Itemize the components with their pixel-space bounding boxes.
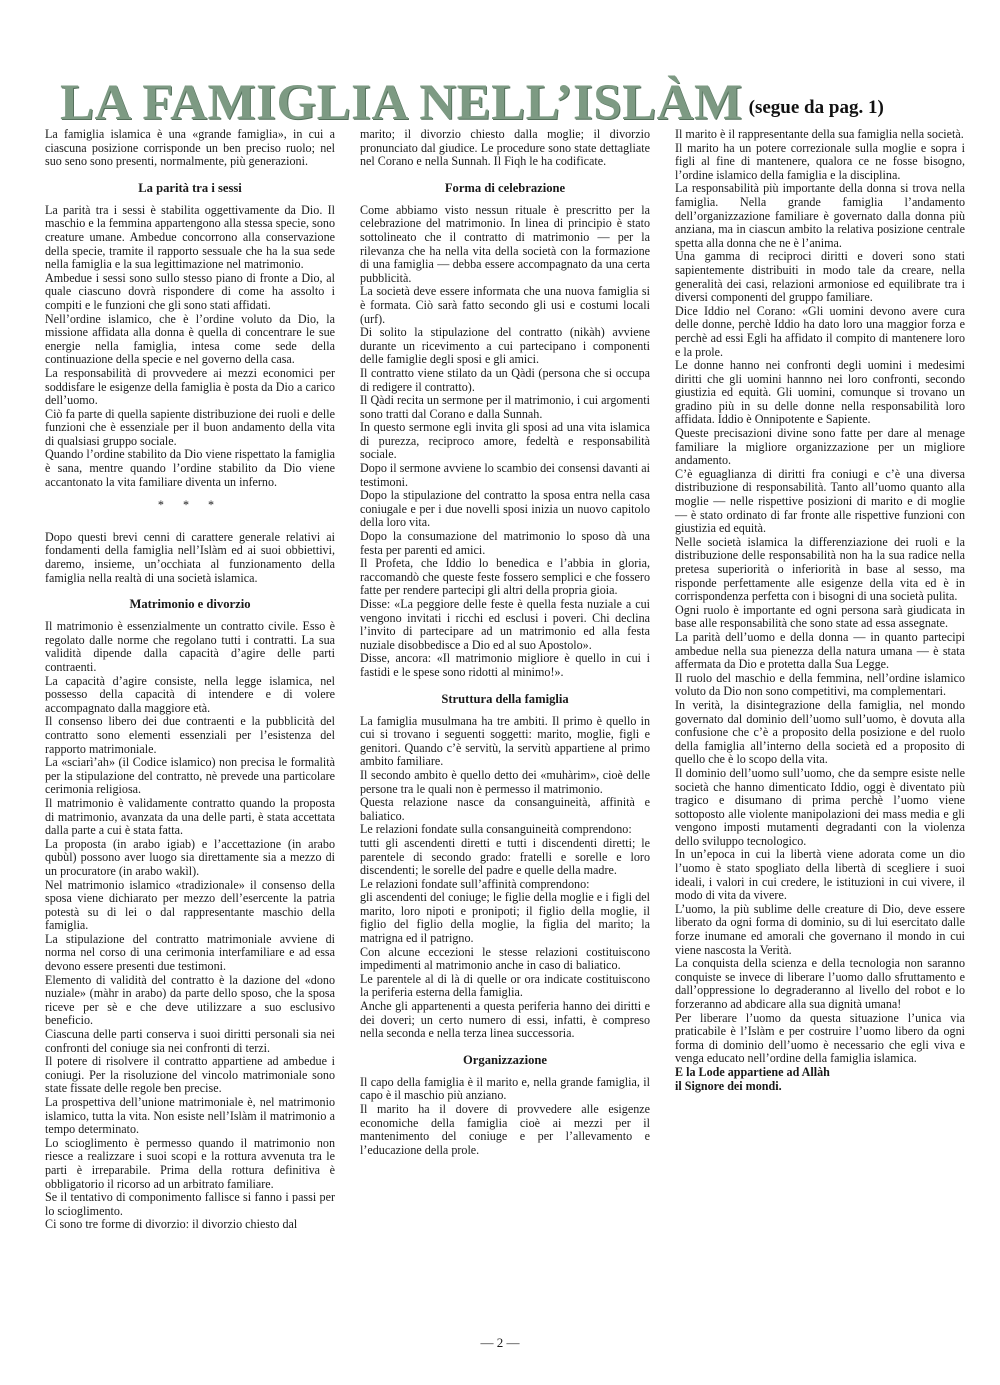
paragraph: Il matrimonio è validamente contratto quando la proposta di matrimonio, avanzata da una delle parti, è stata accettata dalla parte a cui è stata fatta.: [45, 795, 335, 838]
paragraph: La stipulazione del contratto matrimoniale avviene di norma nel corso di una cerimonia interfamiliare e ad essa devono essere presenti due testimoni.: [45, 931, 335, 974]
paragraph: Come abbiamo visto nessun rituale è prescritto per la celebrazione del matrimonio. In linea di principio è stato sottolineato che il contratto di matrimonio — per la rilevanza che ha nella vita della società con la formazione di una famiglia — debba essere accompagnato da una certa pubblicità.: [360, 202, 650, 285]
paragraph: Nelle società islamica la differenziazione dei ruoli e la distribuzione delle responsabilità non ha la sua radice nella pretesa superiorità o inferiorità in base al sesso, ma risponde perfettamente alle esigenze della vita ed è in corrispondenza perfetta con i bisogni di una società pulita.: [675, 534, 965, 604]
paragraph: In verità, la disintegrazione della famiglia, nel mondo governato dal dominio dell’uomo sull’uomo, è dovuta alla confusione che c’è a proposito della posizione e del ruolo della famiglia all’interno della società ed a proposito di quello che è lo scopo della vita.: [675, 697, 965, 767]
paragraph: tutti gli ascendenti diretti e tutti i discendenti diretti; le parentele di secondo grado: fratelli e sorelle e loro discendenti; le sorelle del padre e quelle della madre.: [360, 835, 650, 878]
paragraph: Ogni ruolo è importante ed ogni persona sarà giudicata in base alle responsabilità che sono state ad essa assegnate.: [675, 602, 965, 631]
paragraph: La parità dell’uomo e della donna — in quanto partecipi ambedue nella sua pienezza della natura umana — è stata affermata da Dio e protetta dalla Sua Legge.: [675, 629, 965, 672]
paragraph: La responsabilità più importante della donna si trova nella famiglia. Nella grande famiglia l’andamento dell’organizzazione familiare è governato dalla donna più anziana, ma in ciascun ambito la relativa posizione centrale spetta alla donna che ne è l’anima.: [675, 181, 965, 250]
article-title: LA FAMIGLIA NELL’ISLÀM: [60, 75, 743, 131]
paragraph: In questo sermone egli invita gli sposi ad una vita islamica di purezza, reciproco amore, fedeltà e responsabilità sociale.: [360, 420, 650, 462]
paragraph: C’è eguaglianza di diritti fra coniugi e c’è una diversa distribuzione di responsabilità. Tanto all’uomo quanto alla moglie — nelle rispettive posizioni di marito e di moglie — è stato ordinato di far fronte alle rispettive funzioni con giustizia ed equità.: [675, 466, 965, 536]
paragraph: Di solito la stipulazione del contratto (nikàh) avviene durante un ricevimento a cui partecipano i componenti delle famiglie degli sposi e gli amici.: [360, 325, 650, 367]
text-column-2: [360, 128, 650, 1157]
paragraph: Dopo la consumazione del matrimonio lo sposo dà una festa per parenti ed amici.: [360, 529, 650, 557]
paragraph: La «sciarì’ah» (il Codice islamico) non precisa le formalità per la stipulazione del contratto, nè prevede una particolare cerimonia religiosa.: [45, 755, 335, 797]
paragraph: Disse: «La peggiore delle feste è quella festa nuziale a cui vengono invitati i ricchi ed esclusi i poveri. Chi declina l’invito di partecipare ad un matrimonio ed alla festa nuziale disobbedisce a Dio ed al suo Apostolo».: [360, 597, 650, 652]
paragraph: Il dominio dell’uomo sull’uomo, che da sempre esiste nelle società che hanno dimenticato Iddio, oggi è diventato più tragico e disumano di prima perchè l’uomo viene sottoposto alle violente manipolazioni dei mass media e gli vengono imposti mutamenti degradanti con la violenza dello sviluppo tecnologico.: [675, 765, 965, 848]
paragraph: Con alcune eccezioni le stesse relazioni costituiscono impedimenti al matrimonio anche in caso di baliatico.: [360, 944, 650, 973]
paragraph: La proposta (in arabo igiab) e l’accettazione (in arabo qubùl) possono aver luogo sia direttamente sia a mezzo di un procuratore (in arabo wakìl).: [45, 836, 335, 878]
paragraph: Il Profeta, che Iddio lo benedica e l’abbia in gloria, raccomandò che queste feste fossero semplici e che fossero fatte per rendere partecipi gli altri della propria gioia.: [360, 556, 650, 598]
section-heading: Matrimonio e divorzio: [129, 597, 251, 612]
paragraph: Queste precisazioni divine sono fatte per dare al menage familiare la migliore organizzazione per un migliore andamento.: [675, 426, 965, 468]
paragraph: Il marito ha il dovere di provvedere alle esigenze economiche della famiglia cioè ai mezzi per il mantenimento del coniuge e per l’allevamento e l’educazione della prole.: [360, 1102, 650, 1157]
paragraph: Dice Iddio nel Corano: «Gli uomini devono avere cura delle donne, perchè Iddio ha dato loro una maggior forza e perchè ad essi Egli ha affidato il compito di mantenere loro e la prole.: [675, 303, 965, 359]
paragraph: Elemento di validità del contratto è la dazione del «dono nuziale» (màhr in arabo) da parte dello sposo, che la sposa riceve per sè e che deve utilizzare a suo esclusivo beneficio.: [45, 972, 335, 1028]
paragraph: Anche gli appartenenti a questa periferia hanno dei diritti e dei doveri; un certo numero di essi, infatti, è compreso nella seconda e nella terza linea successoria.: [360, 999, 650, 1041]
closing-line: E la Lode appartiene ad Allàh: [675, 1064, 830, 1079]
paragraph: Il capo della famiglia è il marito e, nella grande famiglia, il capo è il maschio più anziano.: [360, 1074, 650, 1103]
section-heading: La parità tra i sessi: [138, 180, 242, 195]
paragraph: Quando l’ordine stabilito da Dio viene rispettato la famiglia è sana, mentre quando l’ordine stabilito da Dio viene accantonato la vita familiare diventa un inferno.: [45, 447, 335, 489]
paragraph: Il Qàdi recita un sermone per il matrimonio, i cui argomenti sono tratti dal Corano e dalla Sunnah.: [360, 393, 650, 421]
paragraph: Lo scioglimento è permesso quando il matrimonio non riesce a realizzare i suoi scopi e la rottura avvenuta tra le parti è irreparabile. Prima della rottura definitiva è obbligatorio il ricorso ad un arbitrato familiare.: [45, 1135, 335, 1191]
paragraph: Ciascuna delle parti conserva i suoi diritti personali sia nei confronti del coniuge sia nei confronti di terzi.: [45, 1027, 335, 1055]
paragraph: Le relazioni fondate sulla consanguineità comprendono:: [360, 822, 632, 837]
paragraph: Nell’ordine islamico, che è l’ordine voluto da Dio, la missione affidata alla donna è quella di concentrare le sue energie nella famiglia, intesa come sede della continuazione della specie e nel governo della casa.: [45, 311, 335, 367]
paragraph: Ciò fa parte di quella sapiente distribuzione dei ruoli e delle funzioni che è essenziale per il buon andamento della vita di qualsiasi gruppo sociale.: [45, 406, 335, 448]
paragraph: Dopo il sermone avviene lo scambio dei consensi davanti ai testimoni.: [360, 461, 650, 489]
section-heading: Organizzazione: [463, 1052, 547, 1067]
closing-line: il Signore dei mondi.: [675, 1078, 782, 1093]
paragraph: Il contratto viene stilato da un Qàdi (persona che si occupa di redigere il contratto).: [360, 365, 650, 394]
paragraph: Per liberare l’uomo da questa situazione l’unica via praticabile è l’Islàm e per costruire l’uomo libero da ogni forma di dominio dell’uomo è necessario che egli viva e venga educato nell’ordine della famiglia islamica.: [675, 1010, 965, 1066]
paragraph: La famiglia musulmana ha tre ambiti. Il primo è quello in cui si trovano i seguenti soggetti: marito, moglie, figli e genitori. Quando c’è servitù, la servitù appartiene al primo ambito familiare.: [360, 713, 650, 769]
paragraph: Disse, ancora: «Il matrimonio migliore è quello in cui i fastidi e le spese sono ridotti al minimo!».: [360, 651, 650, 679]
paragraph: La conquista della scienza e della tecnologia non saranno conquiste se invece di liberare l’uomo dallo sfruttamento e dall’oppressione lo degraderanno al livello del robot e lo forzeranno ad abdicare alla sua dignità umana!: [675, 956, 965, 1011]
paragraph: Ambedue i sessi sono sullo stesso piano di fronte a Dio, al quale ciascuno dovrà rispondere di come ha assolto i compiti e le funzioni che gli sono stati affidati.: [45, 270, 335, 312]
paragraph: Dopo questi brevi cenni di carattere generale relativi ai fondamenti della famiglia nell’Islàm ed ai suoi obbiettivi, daremo, insieme, un’occhiata al funzionamento della famiglia nella realtà di una società islamica.: [45, 529, 335, 585]
paragraph: In un’epoca in cui la libertà viene adorata come un dio l’uomo è stato spogliato della libertà di scegliere i suoi ideali, i valori in cui credere, le istituzioni in cui vivere, il modo di vita da vivere.: [675, 847, 965, 903]
paragraph: Il matrimonio è essenzialmente un contratto civile. Esso è regolato dalle norme che regolano tutti i contratti. La sua validità dipende dalla capacità d’agire delle parti contraenti.: [45, 619, 335, 674]
section-heading: Forma di celebrazione: [444, 180, 566, 195]
text-column-3: [675, 128, 965, 1093]
paragraph: marito; il divorzio chiesto dalla moglie; il divorzio pronunciato dal giudice. Le procedure sono state dettagliate nel Corano e nella Sunnah. Il Fiqh le ha codificate.: [360, 127, 650, 169]
paragraph: La parità tra i sessi è stabilita oggettivamente da Dio. Il maschio e la femmina appartengono alla stessa specie, sono creature umane. Ambedue concorrono alla conservazione della specie, tramite il rapporto sessuale che ha la sua sede nella famiglia e la sua legittimazione nel matrimonio.: [45, 202, 335, 272]
page-number: — 2 —: [480, 1335, 520, 1350]
paragraph: Una gamma di reciproci diritti e doveri sono stati sapientemente distribuiti in modo tale da creare, nella generalità dei casi, relazioni armoniose ed equilibrate tra i diversi componenti del gruppo familiare.: [675, 249, 965, 305]
paragraph: Le parentele al di là di quelle or ora indicate costituiscono la periferia esterna della famiglia.: [360, 971, 650, 1000]
paragraph: Il ruolo del maschio e della femmina, nell’ordine islamico voluto da Dio non sono competitivi, ma complementari.: [675, 670, 965, 699]
paragraph: Se il tentativo di componimento fallisce si fanno i passi per lo scioglimento.: [45, 1190, 335, 1218]
masthead: [60, 75, 960, 131]
paragraph: La famiglia islamica è una «grande famiglia», in cui a ciascuna posizione corrisponde un ben preciso ruolo; nel suo seno sono presenti, normalmente, più generazioni.: [45, 127, 335, 169]
continuation-note: (segue da pag. 1): [748, 97, 884, 118]
paragraph: gli ascendenti del coniuge; le figlie della moglie e i figli del marito, loro nipoti e pronipoti; il figlio della moglie, il figlio del figlio della moglie, la figlia del marito; la matrigna ed il patrigno.: [360, 890, 650, 946]
paragraph: Il marito è il rappresentante della sua famiglia nella società.: [675, 127, 964, 141]
paragraph: Dopo la stipulazione del contratto la sposa entra nella casa coniugale e per i due novelli sposi inizia un nuovo capitolo della loro vita.: [360, 488, 650, 530]
paragraph: Nel matrimonio islamico «tradizionale» il consenso della sposa viene dichiarato per mezzo dell’esercente la patria potestà su di lei o dal rappresentante maschio della famiglia.: [45, 877, 335, 933]
paragraph: Il potere di risolvere il contratto appartiene ad ambedue i coniugi. Per la risoluzione del vincolo matrimoniale sono state fissate delle regole ben precise.: [45, 1054, 335, 1096]
paragraph: Ci sono tre forme di divorzio: il divorzio chiesto dal: [45, 1217, 298, 1232]
paragraph: Il marito ha un potere correzionale sulla moglie e sopra i figli al fine di mantenere, qualora ce ne fosse bisogno, l’ordine islamico della famiglia e la disciplina.: [675, 140, 965, 182]
paragraph: L’uomo, la più sublime delle creature di Dio, deve essere liberato da ogni forma di dominio, su di lui esercitato dalle forze inumane ed amorali che governano il mondo in cui viene nascosta la Verità.: [675, 901, 965, 957]
paragraph: Il consenso libero dei due contraenti e la pubblicità del contratto sono elementi essenziali per l’esistenza del rapporto matrimoniale.: [45, 714, 335, 756]
paragraph: Le donne hanno nei confronti degli uomini i medesimi diritti che gli uomini hannno nei loro confronti, secondo giustizia ed equità. Gli uomini, comunque si trovano un gradino più in su delle donne nella responsabilità loro affidata. Iddio è Onnipotente e Sapiente.: [675, 358, 965, 427]
paragraph: La responsabilità di provvedere ai mezzi economici per soddisfare le esigenze della famiglia è posta da Dio a carico dell’uomo.: [45, 365, 335, 408]
paragraph: La società deve essere informata che una nuova famiglia si è formata. Ciò sarà fatto secondo gli usi e costumi locali (urf).: [360, 284, 650, 326]
section-separator: * * *: [157, 498, 223, 513]
paragraph: Le relazioni fondate sull’affinità comprendono:: [360, 876, 590, 891]
paragraph: La capacità d’agire consiste, nella legge islamica, nel possesso della capacità di intendere e di volere accompagnato dalla maggiore età.: [45, 673, 335, 715]
paragraph: Il secondo ambito è quello detto dei «muhàrim», cioè delle persone tra le quali non è permesso il matrimonio.: [360, 767, 650, 796]
paragraph: La prospettiva dell’unione matrimoniale è, nel matrimonio islamico, tutta la vita. Non esiste nell’Islàm il matrimonio a tempo determinato.: [45, 1095, 335, 1137]
text-column-1: [45, 128, 335, 1232]
section-heading: Struttura della famiglia: [441, 691, 569, 706]
paragraph: Questa relazione nasce da consanguineità, affinità e baliatico.: [360, 795, 650, 823]
